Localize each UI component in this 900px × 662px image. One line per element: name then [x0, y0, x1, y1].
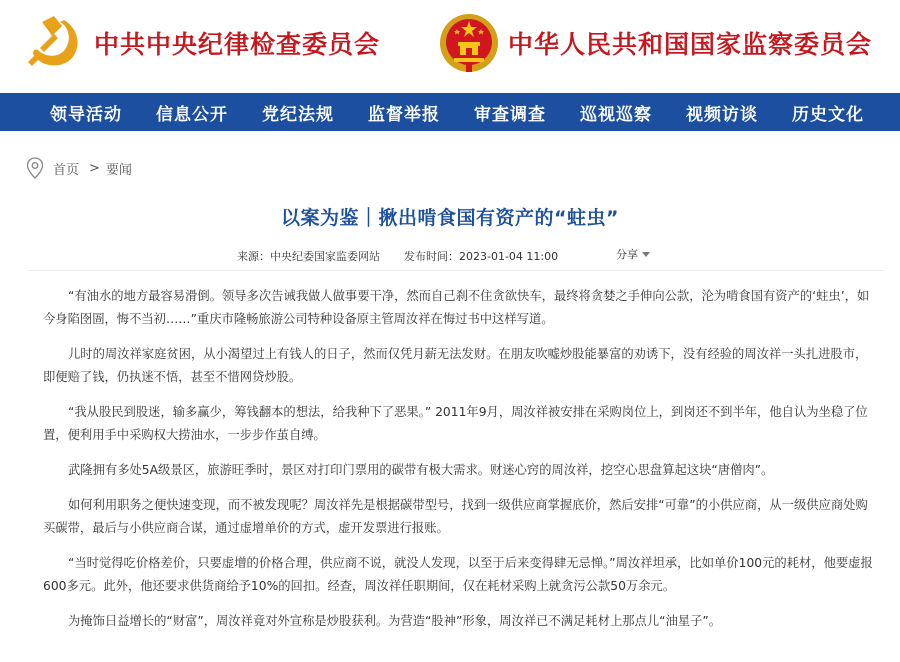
- chevron-down-icon: [642, 252, 650, 257]
- article-title: 以案为鉴｜揪出啃食国有资产的“蛀虫”: [281, 207, 619, 229]
- nav-item-video[interactable]: 视频访谈: [686, 104, 758, 125]
- meta-divider: [28, 270, 884, 271]
- article-paragraph: 如何利用职务之便快速变现，而不被发现呢？周汝祥先是根据碳带型号，找到一级供应商掌握底价，然后安排“可靠”的小供应商，从一级供应商处购买碳带，最后与小供应商合谋，通过虚增单价的方式，虚开发票进行报账。: [43, 498, 868, 535]
- nav-item-investigation[interactable]: 审查调查: [474, 104, 546, 125]
- article-paragraph: 武隆拥有多处5A级景区，旅游旺季时，景区对打印门票用的碳带有极大需求。财迷心窍的周汝祥，挖空心思盘算起这块“唐僧肉”。: [68, 463, 774, 477]
- nav-item-regulations[interactable]: 党纪法规: [262, 104, 334, 125]
- nav-item-inspection[interactable]: 巡视巡察: [580, 104, 652, 125]
- article-paragraph: 儿时的周汝祥家庭贫困，从小渴望过上有钱人的日子，然而仅凭月薪无法发财。在朋友吹嘘炒股能暴富的劝诱下，没有经验的周汝祥一头扎进股市，即便赔了钱，仍执迷不悟，甚至不惜网贷炒股。: [43, 347, 868, 384]
- location-pin-icon: [26, 157, 44, 179]
- share-button[interactable]: [616, 246, 650, 262]
- article-paragraph: “当时觉得吃价格差价，只要虚增的价格合理，供应商不说，就没人发现，以至于后来变得肆无忌惮。”周汝祥坦承，比如单价100元的耗材，他要虚报600多元。此外，他还要求供货商给予10%的回扣。经查，周汝祥任职期间，仅在耗材采购上就贪污公款50万余元。: [43, 556, 873, 593]
- nav-item-report[interactable]: 监督举报: [368, 104, 440, 125]
- cpc-ccdi-title: 中共中央纪律检查委员会: [94, 30, 381, 59]
- nav-item-disclosure[interactable]: 信息公开: [156, 104, 228, 125]
- article-paragraph: “我从股民到股迷，输多赢少，筹钱翻本的想法，给我种下了恶果。” 2011年9月，周汝祥被安排在采购岗位上，到岗还不到半年，他自认为坐稳了位置，便利用手中采购权大捞油水，一步步作茧自缚。: [43, 405, 868, 442]
- article-meta: [237, 248, 558, 264]
- nav-item-history[interactable]: 历史文化: [792, 104, 864, 125]
- main-nav: [0, 93, 900, 131]
- article-paragraph: “有油水的地方最容易滑倒。领导多次告诫我做人做事要干净，然而自己刹不住贪欲快车，最终将贪婪之手伸向公款，沦为啃食国有资产的‘蛀虫’，如今身陷囹圄，悔不当初……”重庆市隆畅旅游公司特种设备原主管周汝祥在悔过书中这样写道。: [43, 289, 870, 326]
- article-published-time: 发布时间：2023-01-04 11:00: [404, 250, 559, 263]
- breadcrumb-separator: >: [89, 160, 100, 176]
- breadcrumb-home-link[interactable]: 首页: [53, 162, 80, 178]
- site-header: [0, 0, 900, 92]
- nsc-brand[interactable]: [438, 12, 872, 74]
- share-label: 分享: [616, 248, 638, 261]
- breadcrumb-current-link[interactable]: 要闻: [105, 162, 132, 178]
- nsc-title: 中华人民共和国国家监察委员会: [508, 30, 873, 59]
- article-body: [43, 285, 873, 645]
- national-emblem-icon: [438, 12, 500, 74]
- article-source: 来源：中央纪委国家监委网站: [237, 250, 380, 263]
- article-paragraph: 为掩饰日益增长的“财富”，周汝祥竟对外宣称是炒股获利。为营造“股神”形象，周汝祥已不满足耗材上那点儿“油星子”。: [68, 614, 722, 628]
- party-emblem-icon: [24, 12, 86, 74]
- nav-item-leadership[interactable]: 领导活动: [50, 104, 122, 125]
- breadcrumb: [26, 157, 132, 179]
- cpc-ccdi-brand[interactable]: [24, 12, 380, 74]
